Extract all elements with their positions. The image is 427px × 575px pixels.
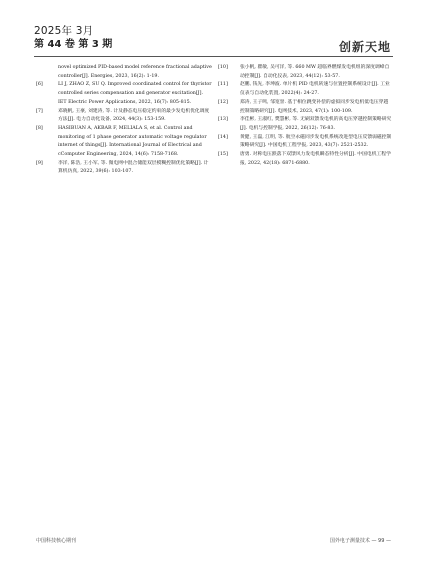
running-header-date: 2025年 3月 — [34, 25, 94, 37]
reference-number: [7] — [36, 108, 43, 114]
reference-item — [36, 108, 212, 125]
reference-item — [36, 160, 212, 177]
reference-item — [218, 64, 393, 81]
reference-number: [12] — [218, 99, 228, 105]
header-rule — [34, 56, 393, 57]
references-left-column — [36, 64, 212, 177]
reference-text: LI J, ZHAO Z, SU Q. Improved coordinated control for thyristor controlled series compensation and generator excitation[J]. IET Electric Power Applications, 2022, 16(7): 805-815. — [58, 82, 212, 105]
reference-text: HASIBUAN A, AKBAR F, MELIALA S, et al. Control and monitoring of 1 phase generator automatic voltage regulator internet of things[J]. International Journal of Electrical and cComputer Engineering, 2024, 14(6): 7158-7168. — [58, 125, 207, 158]
reference-text: 邓晓帆, 王豪, 刘建涛, 等. 计及静态电压稳定约束的最少发电机优化调度方法[J]. 电力自动化设备, 2024, 44(3): 153-159. — [58, 108, 210, 123]
reference-number: [10] — [218, 65, 228, 70]
reference-item — [218, 134, 393, 151]
reference-number: [13] — [218, 117, 228, 123]
reference-text: 黄健, 王磊, 江明, 等. 航空永磁同步发电机系统改进型电压反馈弱磁控制策略研究[J]. 中国电机工程学报, 2023, 43(7): 2521-2532. — [240, 134, 392, 149]
reference-number: [15] — [218, 152, 228, 158]
reference-number: [11] — [218, 82, 228, 88]
reference-number: [6] — [36, 82, 43, 88]
footer-journal-status: 中国科技核心期刊 — [36, 538, 77, 544]
running-header-issue: 第 44 卷 第 3 期 — [34, 39, 113, 50]
reference-item — [36, 81, 212, 107]
reference-item — [36, 64, 212, 81]
reference-text: novel optimized PID-based model reference fractional adaptive controller[J]. Energies, 2023, 16(2): 1-19. — [58, 65, 212, 79]
footer-journal-page: 国外电子测量技术 — 99 — — [329, 538, 391, 544]
reference-item — [218, 81, 393, 98]
reference-text: 赵鹏, 钱先, 李坤波. 单片机 PID 电机转速与位置控制系统设计[J]. 工业仪表与自动化装置, 2022(4): 24-27. — [240, 82, 390, 97]
reference-text: 郑涛, 王子鸣, 邹宽誉. 基于相位跳变补偿的虚拟同步发电机低电压穿越控制策略研究[J]. 电网技术, 2023, 47(1): 100-109. — [240, 99, 389, 114]
references-right-column — [218, 64, 393, 168]
reference-text: 张小帆, 瞿敏, 吴可洋, 等. 660 MW 超临界燃煤发电机组的深度调峰自动控制[J]. 自动化仪表, 2023, 44(12): 53-57. — [240, 65, 390, 79]
reference-item — [218, 151, 393, 168]
column-title: 创新天地 — [338, 40, 391, 54]
reference-number: [14] — [218, 134, 228, 140]
reference-number: [8] — [36, 125, 43, 131]
reference-text: 唐勇. 对称电压跌落下双馈风力发电机瞬态特性分析[J]. 中国电机工程学报, 2022, 42(18): 6871-6880. — [240, 152, 391, 166]
reference-text: 李佳彬, 王淑红, 樊慧彬, 等. 无刷双馈发电机的高电压穿越控制策略研究[J]. 电机与控制学报, 2022, 26(12): 76-83. — [240, 117, 392, 131]
reference-item — [36, 125, 212, 160]
reference-number: [9] — [36, 160, 43, 166]
reference-item — [218, 99, 393, 116]
reference-text: 李洋, 陈浩, 王小军, 等. 微电网中混合储能双层模糊控制优化策略[J]. 计算机仿真, 2022, 39(6): 103-107. — [58, 160, 209, 175]
reference-item — [218, 116, 393, 133]
